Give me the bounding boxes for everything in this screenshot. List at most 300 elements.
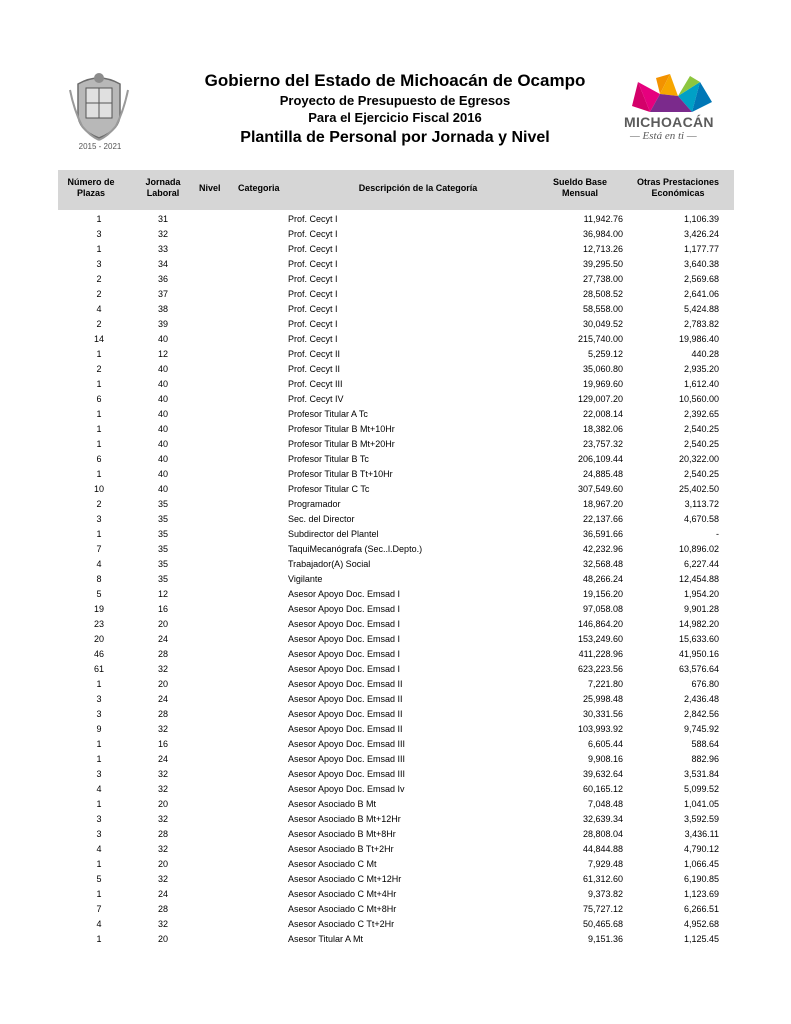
document-subtitle-3: Plantilla de Personal por Jornada y Nivel bbox=[240, 129, 550, 146]
cell-numero: 4 bbox=[96, 559, 102, 569]
cell-sueldo: 97,058.08 bbox=[582, 604, 623, 614]
cell-jornada: 40 bbox=[157, 364, 168, 374]
table-header bbox=[58, 170, 734, 210]
table-row bbox=[58, 287, 734, 302]
cell-jornada: 12 bbox=[157, 349, 168, 359]
cell-sueldo: 36,984.00 bbox=[582, 229, 623, 239]
table-row bbox=[58, 677, 734, 692]
table-row bbox=[58, 812, 734, 827]
cell-otras: 9,745.92 bbox=[683, 724, 719, 734]
table-row bbox=[58, 362, 734, 377]
cell-numero: 2 bbox=[96, 319, 102, 329]
cell-otras: 4,952.68 bbox=[683, 919, 719, 929]
cell-jornada: 32 bbox=[157, 844, 168, 854]
table-row bbox=[58, 482, 734, 497]
cell-otras: 1,954.20 bbox=[683, 589, 719, 599]
cell-sueldo: 18,382.06 bbox=[582, 424, 623, 434]
cell-numero: 1 bbox=[96, 469, 102, 479]
cell-descripcion: Prof. Cecyt II bbox=[288, 364, 341, 374]
cell-sueldo: 39,295.50 bbox=[582, 259, 623, 269]
cell-jornada: 40 bbox=[157, 469, 168, 479]
cell-jornada: 34 bbox=[157, 259, 168, 269]
cell-numero: 1 bbox=[96, 424, 102, 434]
cell-descripcion: Asesor Asociado B Mt+12Hr bbox=[288, 814, 401, 824]
cell-otras: 3,113.72 bbox=[684, 499, 719, 509]
cell-sueldo: 30,049.52 bbox=[582, 319, 623, 329]
state-crest-logo bbox=[68, 70, 130, 154]
cell-jornada: 40 bbox=[157, 394, 168, 404]
cell-descripcion: Profesor Titular B Tt+10Hr bbox=[288, 469, 393, 479]
cell-jornada: 40 bbox=[157, 409, 168, 419]
cell-numero: 3 bbox=[96, 814, 102, 824]
cell-numero: 1 bbox=[96, 349, 102, 359]
cell-numero: 3 bbox=[96, 229, 102, 239]
cell-numero: 9 bbox=[96, 724, 102, 734]
table-row bbox=[58, 902, 734, 917]
cell-numero: 19 bbox=[93, 604, 104, 614]
cell-otras: 1,125.45 bbox=[683, 934, 719, 944]
header-descripcion: Descripción de la Categoría bbox=[358, 183, 478, 193]
cell-jornada: 32 bbox=[157, 769, 168, 779]
cell-sueldo: 22,008.14 bbox=[582, 409, 623, 419]
title-block bbox=[150, 70, 640, 148]
cell-descripcion: Asesor Asociado B Mt bbox=[288, 799, 377, 809]
cell-otras: 6,190.85 bbox=[683, 874, 719, 884]
cell-sueldo: 50,465.68 bbox=[582, 919, 623, 929]
cell-descripcion: Asesor Asociado C Mt+12Hr bbox=[288, 874, 402, 884]
cell-otras: 2,641.06 bbox=[683, 289, 719, 299]
cell-sueldo: 11,942.76 bbox=[583, 214, 623, 224]
document-subtitle-2: Para el Ejercicio Fiscal 2016 bbox=[308, 110, 482, 125]
table-row bbox=[58, 392, 734, 407]
cell-descripcion: Asesor Asociado C Mt+4Hr bbox=[288, 889, 397, 899]
cell-otras: 1,066.45 bbox=[683, 859, 719, 869]
cell-otras: 10,896.02 bbox=[678, 544, 719, 554]
cell-sueldo: 9,908.16 bbox=[587, 754, 623, 764]
table-row bbox=[58, 842, 734, 857]
cell-otras: 1,041.05 bbox=[683, 799, 719, 809]
table-row bbox=[58, 257, 734, 272]
cell-numero: 1 bbox=[96, 409, 102, 419]
cell-descripcion: Asesor Apoyo Doc. Emsad I bbox=[288, 634, 401, 644]
table-row bbox=[58, 242, 734, 257]
table-row bbox=[58, 917, 734, 932]
cell-sueldo: 32,568.48 bbox=[582, 559, 623, 569]
cell-numero: 46 bbox=[93, 649, 104, 659]
cell-otras: 3,592.59 bbox=[683, 814, 719, 824]
table-row bbox=[58, 332, 734, 347]
document-header bbox=[0, 0, 791, 170]
cell-descripcion: Profesor Titular C Tc bbox=[288, 484, 370, 494]
table-row bbox=[58, 227, 734, 242]
cell-otras: 6,227.44 bbox=[683, 559, 719, 569]
cell-sueldo: 7,048.48 bbox=[587, 799, 623, 809]
brand-star-icon bbox=[620, 72, 730, 116]
cell-jornada: 31 bbox=[157, 214, 168, 224]
table-row bbox=[58, 782, 734, 797]
cell-sueldo: 5,259.12 bbox=[587, 349, 623, 359]
cell-otras: 3,426.24 bbox=[683, 229, 719, 239]
cell-otras: 1,612.40 bbox=[683, 379, 719, 389]
cell-sueldo: 9,373.82 bbox=[587, 889, 623, 899]
crest-years: 2015 - 2021 bbox=[78, 142, 122, 151]
cell-descripcion: Asesor Apoyo Doc. Emsad III bbox=[288, 739, 406, 749]
cell-jornada: 35 bbox=[157, 559, 168, 569]
cell-sueldo: 9,151.36 bbox=[587, 934, 623, 944]
cell-sueldo: 39,632.64 bbox=[582, 769, 623, 779]
cell-sueldo: 48,266.24 bbox=[582, 574, 623, 584]
cell-otras: 2,842.56 bbox=[683, 709, 719, 719]
cell-numero: 7 bbox=[96, 904, 102, 914]
table-row bbox=[58, 422, 734, 437]
cell-sueldo: 12,713.26 bbox=[582, 244, 623, 254]
cell-otras: 20,322.00 bbox=[678, 454, 719, 464]
cell-jornada: 32 bbox=[157, 784, 168, 794]
cell-sueldo: 44,844.88 bbox=[582, 844, 623, 854]
cell-numero: 20 bbox=[93, 634, 104, 644]
cell-descripcion: Vigilante bbox=[288, 574, 323, 584]
cell-sueldo: 215,740.00 bbox=[577, 334, 623, 344]
cell-sueldo: 146,864.20 bbox=[577, 619, 623, 629]
cell-jornada: 20 bbox=[157, 859, 168, 869]
cell-numero: 4 bbox=[96, 304, 102, 314]
cell-numero: 3 bbox=[96, 694, 102, 704]
cell-jornada: 20 bbox=[157, 934, 168, 944]
cell-otras: 2,569.68 bbox=[683, 274, 719, 284]
cell-jornada: 40 bbox=[157, 334, 168, 344]
cell-numero: 1 bbox=[96, 244, 102, 254]
cell-jornada: 36 bbox=[157, 274, 168, 284]
cell-descripcion: Trabajador(A) Social bbox=[288, 559, 371, 569]
table-row bbox=[58, 737, 734, 752]
cell-numero: 10 bbox=[93, 484, 104, 494]
cell-sueldo: 19,969.60 bbox=[582, 379, 623, 389]
table-row bbox=[58, 632, 734, 647]
cell-sueldo: 60,165.12 bbox=[582, 784, 623, 794]
cell-jornada: 28 bbox=[157, 904, 168, 914]
cell-sueldo: 7,929.48 bbox=[587, 859, 623, 869]
cell-descripcion: Asesor Apoyo Doc. Emsad I bbox=[288, 589, 401, 599]
cell-otras: 12,454.88 bbox=[678, 574, 719, 584]
cell-otras: 2,540.25 bbox=[683, 424, 719, 434]
cell-descripcion: TaquiMecanógrafa (Sec..l.Depto.) bbox=[288, 544, 423, 554]
table-row bbox=[58, 347, 734, 362]
cell-jornada: 38 bbox=[157, 304, 168, 314]
cell-otras: 2,392.65 bbox=[683, 409, 719, 419]
table-body bbox=[58, 212, 734, 947]
cell-sueldo: 32,639.34 bbox=[582, 814, 623, 824]
cell-jornada: 35 bbox=[157, 499, 168, 509]
cell-numero: 3 bbox=[96, 769, 102, 779]
table-row bbox=[58, 662, 734, 677]
cell-descripcion: Prof. Cecyt II bbox=[288, 349, 341, 359]
cell-otras: 2,540.25 bbox=[683, 469, 719, 479]
cell-descripcion: Asesor Titular A Mt bbox=[288, 934, 364, 944]
cell-jornada: 24 bbox=[157, 889, 168, 899]
cell-descripcion: Prof. Cecyt I bbox=[288, 319, 338, 329]
cell-jornada: 35 bbox=[157, 574, 168, 584]
cell-numero: 6 bbox=[96, 394, 102, 404]
table-row bbox=[58, 572, 734, 587]
cell-otras: 19,986.40 bbox=[678, 334, 719, 344]
cell-jornada: 32 bbox=[157, 814, 168, 824]
cell-sueldo: 307,549.60 bbox=[577, 484, 623, 494]
cell-sueldo: 18,967.20 bbox=[582, 499, 623, 509]
cell-descripcion: Asesor Asociado B Mt+8Hr bbox=[288, 829, 396, 839]
cell-descripcion: Subdirector del Plantel bbox=[288, 529, 379, 539]
table-row bbox=[58, 887, 734, 902]
cell-numero: 1 bbox=[96, 679, 102, 689]
cell-sueldo: 103,993.92 bbox=[577, 724, 623, 734]
cell-numero: 61 bbox=[93, 664, 104, 674]
cell-sueldo: 61,312.60 bbox=[582, 874, 623, 884]
cell-jornada: 40 bbox=[157, 424, 168, 434]
cell-numero: 5 bbox=[96, 589, 102, 599]
cell-sueldo: 36,591.66 bbox=[582, 529, 623, 539]
table-row bbox=[58, 437, 734, 452]
cell-descripcion: Asesor Apoyo Doc. Emsad Iv bbox=[288, 784, 405, 794]
cell-otras: 63,576.64 bbox=[678, 664, 719, 674]
cell-descripcion: Asesor Apoyo Doc. Emsad II bbox=[288, 694, 403, 704]
cell-descripcion: Programador bbox=[288, 499, 341, 509]
cell-otras: 3,436.11 bbox=[684, 829, 719, 839]
table-row bbox=[58, 512, 734, 527]
cell-numero: 3 bbox=[96, 709, 102, 719]
cell-jornada: 32 bbox=[157, 874, 168, 884]
cell-sueldo: 35,060.80 bbox=[582, 364, 623, 374]
cell-jornada: 28 bbox=[157, 649, 168, 659]
cell-descripcion: Prof. Cecyt I bbox=[288, 289, 338, 299]
cell-descripcion: Asesor Asociado B Tt+2Hr bbox=[288, 844, 394, 854]
cell-numero: 2 bbox=[96, 274, 102, 284]
table-row bbox=[58, 722, 734, 737]
cell-sueldo: 22,137.66 bbox=[582, 514, 623, 524]
table-row bbox=[58, 407, 734, 422]
table-row bbox=[58, 272, 734, 287]
cell-descripcion: Asesor Apoyo Doc. Emsad III bbox=[288, 754, 406, 764]
header-sueldo: Sueldo Base Mensual bbox=[552, 177, 608, 198]
table-row bbox=[58, 692, 734, 707]
cell-descripcion: Profesor Titular A Tc bbox=[288, 409, 368, 419]
cell-otras: 41,950.16 bbox=[678, 649, 719, 659]
cell-numero: 1 bbox=[96, 379, 102, 389]
cell-jornada: 32 bbox=[157, 664, 168, 674]
cell-otras: 1,123.69 bbox=[683, 889, 719, 899]
cell-sueldo: 28,808.04 bbox=[582, 829, 623, 839]
cell-sueldo: 623,223.56 bbox=[577, 664, 623, 674]
cell-sueldo: 206,109.44 bbox=[577, 454, 623, 464]
table-row bbox=[58, 797, 734, 812]
table-row bbox=[58, 587, 734, 602]
table-row bbox=[58, 647, 734, 662]
brand-name: MICHOACÁN bbox=[624, 114, 714, 130]
header-otras: Otras Prestaciones Económicas bbox=[636, 177, 720, 198]
cell-jornada: 20 bbox=[157, 619, 168, 629]
cell-sueldo: 28,508.52 bbox=[582, 289, 623, 299]
cell-otras: 3,640.38 bbox=[683, 259, 719, 269]
cell-descripcion: Asesor Apoyo Doc. Emsad I bbox=[288, 619, 401, 629]
cell-jornada: 16 bbox=[157, 739, 168, 749]
cell-numero: 4 bbox=[96, 844, 102, 854]
cell-numero: 23 bbox=[93, 619, 104, 629]
michoacan-brand-logo bbox=[620, 72, 730, 152]
cell-descripcion: Asesor Apoyo Doc. Emsad I bbox=[288, 664, 401, 674]
header-nivel: Nivel bbox=[199, 183, 221, 193]
cell-jornada: 37 bbox=[157, 289, 168, 299]
cell-numero: 1 bbox=[96, 439, 102, 449]
cell-numero: 1 bbox=[96, 859, 102, 869]
cell-descripcion: Asesor Apoyo Doc. Emsad II bbox=[288, 724, 403, 734]
cell-numero: 7 bbox=[96, 544, 102, 554]
table-row bbox=[58, 872, 734, 887]
cell-descripcion: Asesor Apoyo Doc. Emsad II bbox=[288, 709, 403, 719]
cell-numero: 1 bbox=[96, 799, 102, 809]
cell-numero: 1 bbox=[96, 889, 102, 899]
cell-descripcion: Asesor Apoyo Doc. Emsad I bbox=[288, 604, 401, 614]
cell-otras: 14,982.20 bbox=[678, 619, 719, 629]
cell-jornada: 32 bbox=[157, 229, 168, 239]
cell-numero: 3 bbox=[96, 259, 102, 269]
cell-jornada: 33 bbox=[157, 244, 168, 254]
cell-sueldo: 19,156.20 bbox=[582, 589, 623, 599]
cell-numero: 6 bbox=[96, 454, 102, 464]
table-row bbox=[58, 467, 734, 482]
cell-jornada: 40 bbox=[157, 439, 168, 449]
cell-sueldo: 58,558.00 bbox=[582, 304, 623, 314]
cell-descripcion: Profesor Titular B Mt+10Hr bbox=[288, 424, 395, 434]
table-row bbox=[58, 377, 734, 392]
cell-otras: 1,106.39 bbox=[683, 214, 719, 224]
cell-jornada: 28 bbox=[157, 829, 168, 839]
cell-numero: 3 bbox=[96, 514, 102, 524]
cell-sueldo: 23,757.32 bbox=[582, 439, 623, 449]
cell-descripcion: Prof. Cecyt I bbox=[288, 274, 338, 284]
cell-numero: 1 bbox=[96, 529, 102, 539]
cell-otras: 882.96 bbox=[691, 754, 719, 764]
table-row bbox=[58, 452, 734, 467]
cell-sueldo: 129,007.20 bbox=[577, 394, 623, 404]
cell-sueldo: 42,232.96 bbox=[582, 544, 623, 554]
cell-otras: 2,935.20 bbox=[683, 364, 719, 374]
table-row bbox=[58, 602, 734, 617]
cell-otras: 588.64 bbox=[691, 739, 719, 749]
cell-descripcion: Asesor Apoyo Doc. Emsad I bbox=[288, 649, 401, 659]
cell-sueldo: 25,998.48 bbox=[582, 694, 623, 704]
cell-jornada: 12 bbox=[157, 589, 168, 599]
table-row bbox=[58, 707, 734, 722]
table-row bbox=[58, 932, 734, 947]
table-row bbox=[58, 317, 734, 332]
cell-numero: 4 bbox=[96, 919, 102, 929]
cell-numero: 1 bbox=[96, 934, 102, 944]
cell-descripcion: Prof. Cecyt I bbox=[288, 229, 338, 239]
cell-otras: - bbox=[716, 529, 719, 539]
cell-descripcion: Prof. Cecyt I bbox=[288, 334, 338, 344]
cell-jornada: 20 bbox=[157, 799, 168, 809]
table-row bbox=[58, 827, 734, 842]
table-row bbox=[58, 752, 734, 767]
cell-otras: 3,531.84 bbox=[683, 769, 719, 779]
table-row bbox=[58, 527, 734, 542]
cell-jornada: 16 bbox=[157, 604, 168, 614]
table-row bbox=[58, 617, 734, 632]
cell-otras: 4,790.12 bbox=[683, 844, 719, 854]
cell-otras: 10,560.00 bbox=[678, 394, 719, 404]
table-row bbox=[58, 212, 734, 227]
brand-slogan: — Está en ti — bbox=[630, 130, 697, 142]
cell-descripcion: Prof. Cecyt III bbox=[288, 379, 343, 389]
cell-sueldo: 75,727.12 bbox=[582, 904, 623, 914]
cell-jornada: 24 bbox=[157, 634, 168, 644]
cell-descripcion: Asesor Asociado C Tt+2Hr bbox=[288, 919, 395, 929]
cell-descripcion: Asesor Asociado C Mt bbox=[288, 859, 377, 869]
cell-sueldo: 24,885.48 bbox=[582, 469, 623, 479]
cell-descripcion: Sec. del Director bbox=[288, 514, 355, 524]
cell-numero: 1 bbox=[96, 739, 102, 749]
cell-sueldo: 7,221.80 bbox=[587, 679, 623, 689]
cell-jornada: 40 bbox=[157, 484, 168, 494]
table-row bbox=[58, 497, 734, 512]
cell-otras: 2,783.82 bbox=[683, 319, 719, 329]
header-numero: Número de Plazas bbox=[67, 177, 115, 198]
cell-descripcion: Profesor Titular B Tc bbox=[288, 454, 369, 464]
cell-numero: 1 bbox=[96, 214, 102, 224]
cell-numero: 2 bbox=[96, 364, 102, 374]
cell-jornada: 39 bbox=[157, 319, 168, 329]
cell-jornada: 35 bbox=[157, 544, 168, 554]
cell-otras: 5,099.52 bbox=[683, 784, 719, 794]
cell-sueldo: 30,331.56 bbox=[582, 709, 623, 719]
cell-otras: 15,633.60 bbox=[678, 634, 719, 644]
cell-sueldo: 153,249.60 bbox=[577, 634, 623, 644]
cell-otras: 676.80 bbox=[691, 679, 719, 689]
cell-jornada: 28 bbox=[157, 709, 168, 719]
header-categoria: Categoria bbox=[238, 183, 280, 193]
cell-otras: 4,670.58 bbox=[683, 514, 719, 524]
cell-otras: 25,402.50 bbox=[678, 484, 719, 494]
cell-otras: 6,266.51 bbox=[683, 904, 719, 914]
cell-jornada: 24 bbox=[157, 754, 168, 764]
document-subtitle-1: Proyecto de Presupuesto de Egresos bbox=[279, 93, 511, 108]
cell-otras: 2,436.48 bbox=[683, 694, 719, 704]
cell-otras: 5,424.88 bbox=[683, 304, 719, 314]
cell-numero: 14 bbox=[93, 334, 104, 344]
cell-numero: 1 bbox=[96, 754, 102, 764]
cell-numero: 5 bbox=[96, 874, 102, 884]
table-row bbox=[58, 767, 734, 782]
table-row bbox=[58, 302, 734, 317]
cell-jornada: 40 bbox=[157, 454, 168, 464]
cell-descripcion: Prof. Cecyt I bbox=[288, 259, 338, 269]
cell-numero: 4 bbox=[96, 784, 102, 794]
cell-jornada: 35 bbox=[157, 529, 168, 539]
cell-otras: 1,177.77 bbox=[683, 244, 719, 254]
cell-sueldo: 411,228.96 bbox=[578, 649, 623, 659]
cell-sueldo: 6,605.44 bbox=[587, 739, 623, 749]
document-title: Gobierno del Estado de Michoacán de Ocampo bbox=[204, 71, 586, 90]
cell-numero: 2 bbox=[96, 289, 102, 299]
table-row bbox=[58, 542, 734, 557]
header-jornada: Jornada Laboral bbox=[145, 177, 181, 198]
cell-jornada: 35 bbox=[157, 514, 168, 524]
cell-descripcion: Asesor Apoyo Doc. Emsad II bbox=[288, 679, 403, 689]
cell-jornada: 32 bbox=[157, 724, 168, 734]
cell-jornada: 40 bbox=[157, 379, 168, 389]
table-row bbox=[58, 857, 734, 872]
cell-sueldo: 27,738.00 bbox=[582, 274, 623, 284]
cell-descripcion: Prof. Cecyt IV bbox=[288, 394, 344, 404]
cell-descripcion: Profesor Titular B Mt+20Hr bbox=[288, 439, 395, 449]
